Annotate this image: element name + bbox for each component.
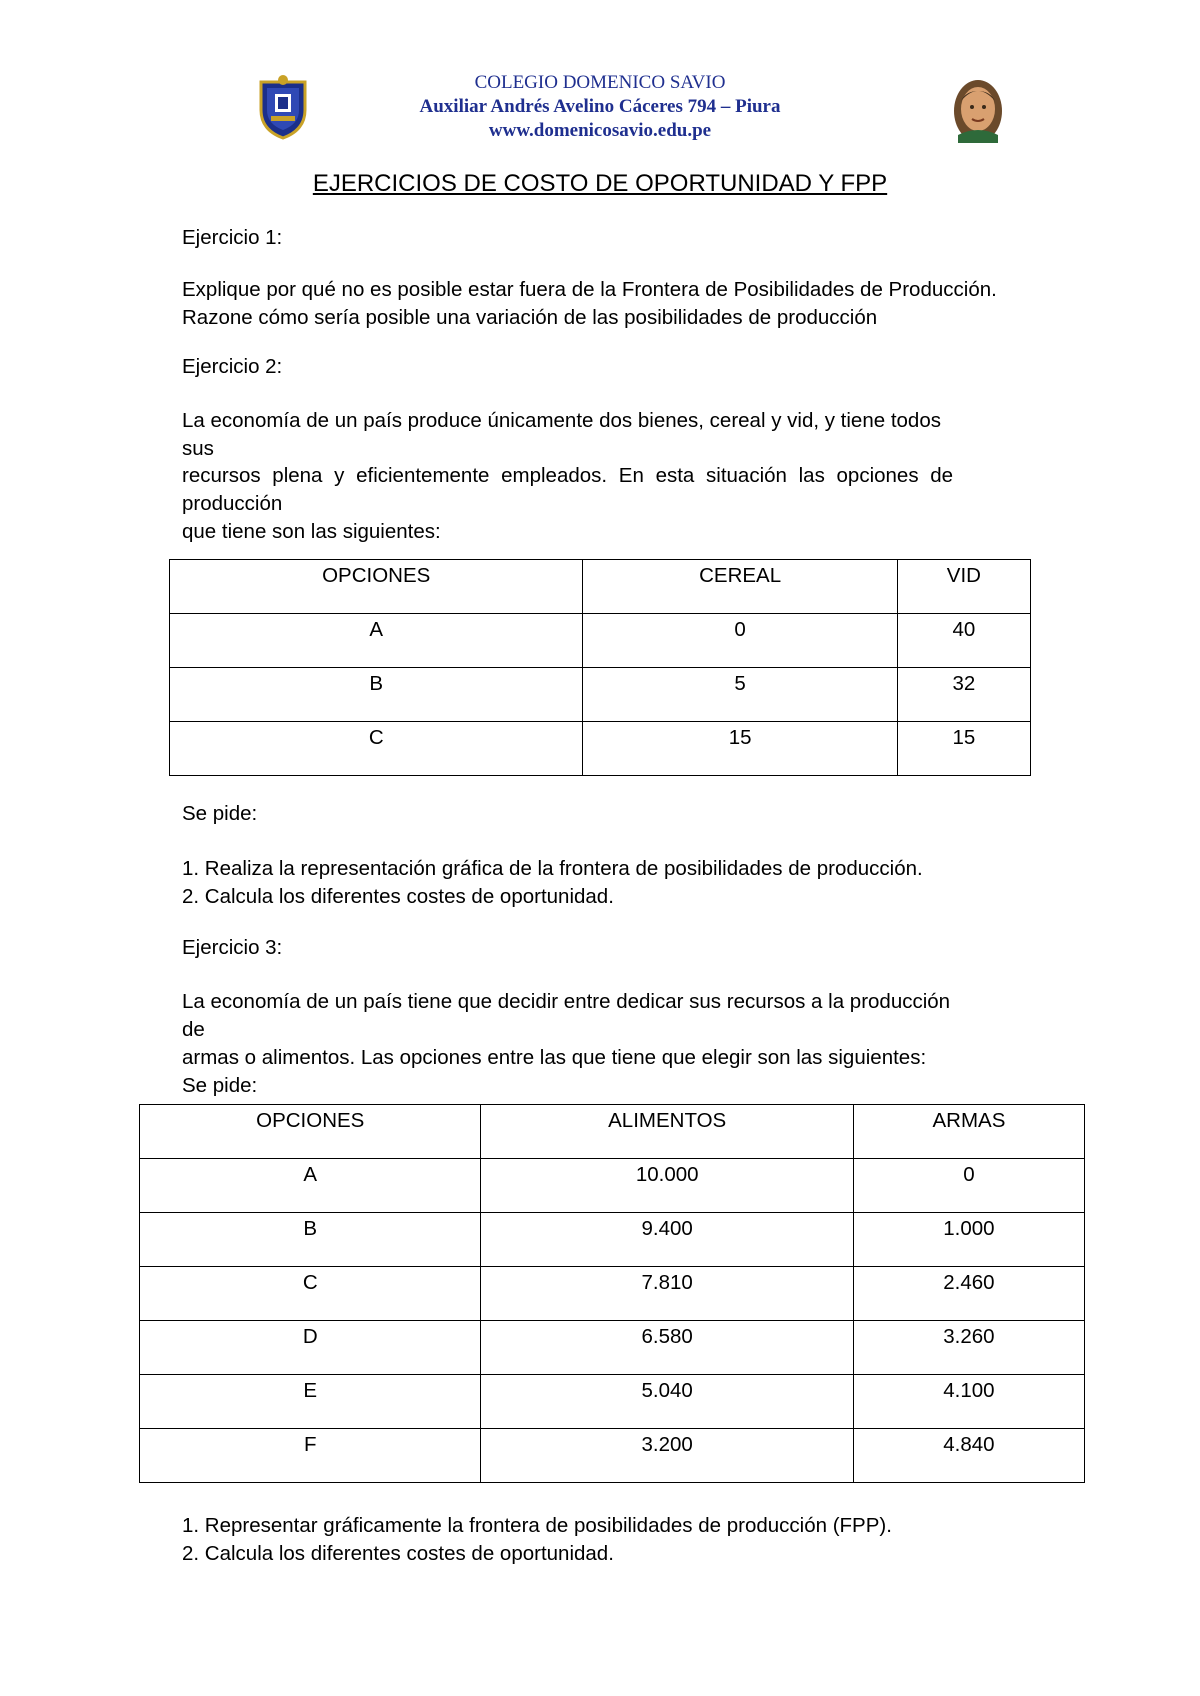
table-cell: C [140,1267,481,1321]
page-title: EJERCICIOS DE COSTO DE OPORTUNIDAD Y FPP [312,170,888,197]
table-cell: B [140,1213,481,1267]
table-cell: 0 [583,614,897,668]
school-website: www.domenicosavio.edu.pe [488,120,712,141]
table-row [140,1429,1085,1483]
table-cell: 5.040 [481,1375,853,1429]
table-cell: E [140,1375,481,1429]
table-cell: C [170,722,583,776]
school-name: COLEGIO DOMENICO SAVIO [474,72,726,93]
exercise-3-task-1: 1. Representar gráficamente la frontera de posibilidades de producción (FPP). [182,1514,892,1537]
table-header-cell: OPCIONES [140,1105,481,1159]
table-row [170,614,1031,668]
exercise-2-line-4: producción [182,492,283,515]
exercise-3-task-2: 2. Calcula los diferentes costes de oportunidad. [182,1542,614,1565]
letterhead [0,68,1200,148]
table-header-row [140,1105,1085,1159]
exercise-3-line-1: La economía de un país tiene que decidir entre dedicar sus recursos a la producción [182,990,951,1013]
table-cell: 1.000 [853,1213,1084,1267]
table-cell: 3.260 [853,1321,1084,1375]
table-row [140,1159,1085,1213]
table-cell: 40 [897,614,1030,668]
exercise-1-line-1: Explique por qué no es posible estar fuera de la Frontera de Posibilidades de Producción. [182,278,997,301]
table-header-cell: VID [897,560,1030,614]
exercise-1-heading: Ejercicio 1: [182,226,283,249]
table-header-cell: ARMAS [853,1105,1084,1159]
exercise-2-task-1: 1. Realiza la representación gráfica de la frontera de posibilidades de producción. [182,857,923,880]
table-cell: F [140,1429,481,1483]
table-cell: 4.100 [853,1375,1084,1429]
exercise-3-se-pide: Se pide: [182,1074,258,1097]
table-cell: A [140,1159,481,1213]
table-cell: 4.840 [853,1429,1084,1483]
exercise-2-heading: Ejercicio 2: [182,355,283,378]
table-row [140,1321,1085,1375]
table-cell: 2.460 [853,1267,1084,1321]
table-cell: B [170,668,583,722]
table-header-row [170,560,1031,614]
exercise-2-line-5: que tiene son las siguientes: [182,520,441,543]
table-cell: 0 [853,1159,1084,1213]
table-cell: 3.200 [481,1429,853,1483]
table-cell: A [170,614,583,668]
table-row [140,1375,1085,1429]
table-cell: 10.000 [481,1159,853,1213]
table-header-cell: ALIMENTOS [481,1105,853,1159]
table-cell: 15 [897,722,1030,776]
table-cell: 7.810 [481,1267,853,1321]
table-header-cell: CEREAL [583,560,897,614]
exercise-2-task-2: 2. Calcula los diferentes costes de oportunidad. [182,885,614,908]
table-cell: 5 [583,668,897,722]
exercise-1-line-2: Razone cómo sería posible una variación de las posibilidades de producción [182,306,878,329]
table-cell: 9.400 [481,1213,853,1267]
alimentos-armas-table [139,1104,1085,1483]
exercise-2-line-1: La economía de un país produce únicamente dos bienes, cereal y vid, y tiene todos [182,409,941,432]
exercise-3-line-2: de [182,1018,205,1041]
cereal-vid-table [169,559,1031,776]
table-row [170,722,1031,776]
table-cell: 15 [583,722,897,776]
table-cell: D [140,1321,481,1375]
table-row [140,1213,1085,1267]
table-cell: 32 [897,668,1030,722]
table-cell: 6.580 [481,1321,853,1375]
exercise-3-line-3: armas o alimentos. Las opciones entre las que tiene que elegir son las siguientes: [182,1046,927,1069]
exercise-3-heading: Ejercicio 3: [182,936,283,959]
table-row [140,1267,1085,1321]
exercise-2-line-3: recursos plena y eficientemente empleados. En esta situación las opciones de [182,464,954,487]
table-header-cell: OPCIONES [170,560,583,614]
exercise-2-se-pide: Se pide: [182,802,258,825]
exercise-2-line-2: sus [182,437,214,460]
portrait-image [952,79,1004,143]
table-row [170,668,1031,722]
school-address: Auxiliar Andrés Avelino Cáceres 794 – Piura [419,96,781,117]
